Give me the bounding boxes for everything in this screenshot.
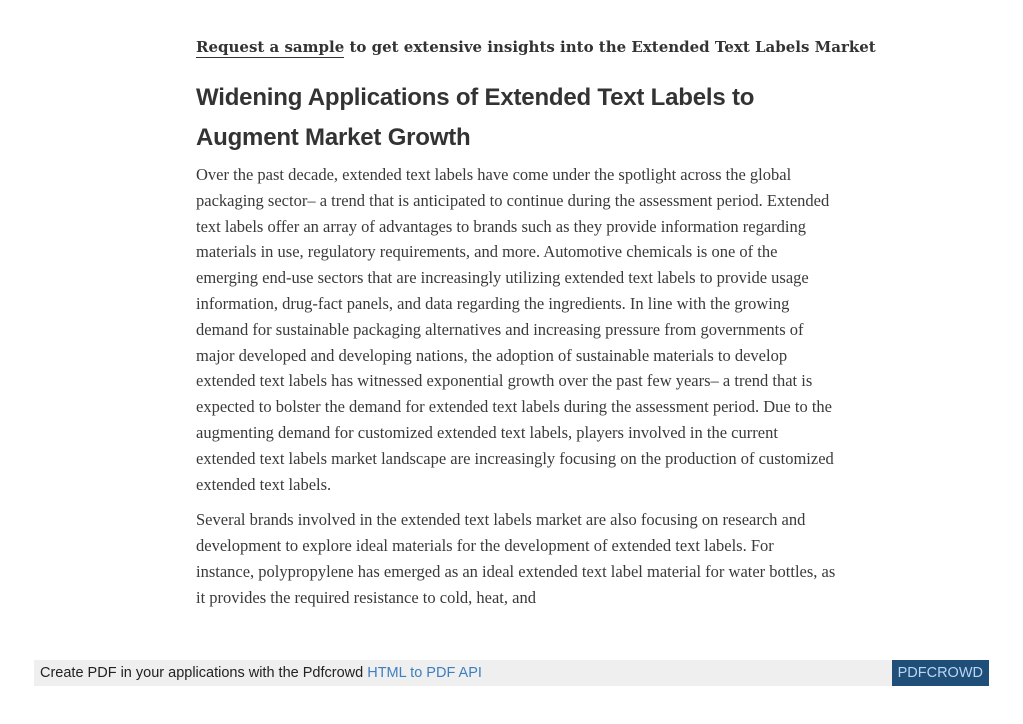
article-paragraph-1: Over the past decade, extended text labels have come under the spotlight across the global packaging sector– a trend that is anticipated to continue during the assessment period. Extended text labels offer an array of advantages to brands such as they provide information regarding materials in use, regulatory requirements, and more. Automotive chemicals is one of the emerging end-use sectors that are increasingly utilizing extended text labels to provide usage information, drug-fact panels, and data regarding the ingredients. In line with the growing demand for sustainable packaging alternatives and increasing pressure from governments of major developed and developing nations, the adoption of sustainable materials to develop extended text labels has witnessed exponential growth over the past few years– a trend that is expected to bolster the demand for extended text labels during the assessment period. Due to the augmenting demand for customized extended text labels, players involved in the current extended text labels market landscape are increasingly focusing on the production of customized extended text labels. — [196, 165, 834, 494]
article-content — [196, 34, 876, 621]
article-paragraph-2: Several brands involved in the extended text labels market are also focusing on research and development to explore ideal materials for the development of extended text labels. For instance, polypropylene has emerged as an ideal extended text label material for water bottles, as it provides the required resistance to cold, heat, and — [196, 510, 836, 607]
request-sample-link[interactable]: Request a sample — [196, 38, 345, 56]
article-heading: Widening Applications of Extended Text Labels to Augment Market Growth — [196, 84, 755, 151]
sample-request-text: to get extensive insights into the Extended Text Labels Market — [344, 38, 876, 56]
footer-text — [40, 660, 482, 686]
sample-request-line — [196, 34, 876, 60]
footer-message: Create PDF in your applications with the Pdfcrowd — [40, 665, 368, 681]
pdfcrowd-footer-bar — [34, 660, 989, 686]
pdfcrowd-brand-button[interactable]: PDFCROWD — [892, 660, 989, 686]
html-to-pdf-api-link[interactable]: HTML to PDF API — [367, 665, 482, 681]
